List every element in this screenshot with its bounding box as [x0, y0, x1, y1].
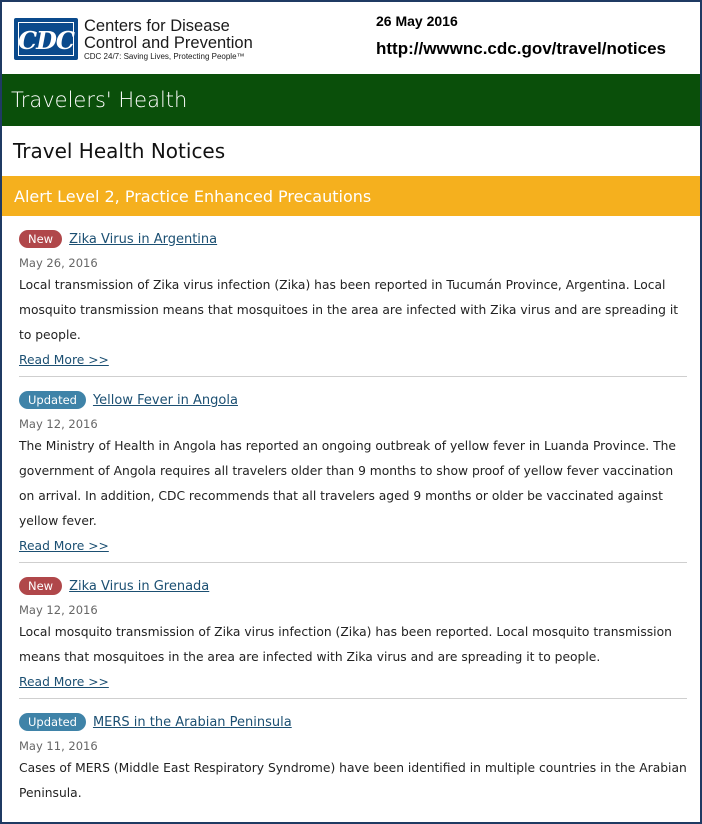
notice-title-row: [19, 389, 687, 411]
notice-title-link[interactable]: Yellow Fever in Angola: [92, 392, 238, 408]
section-title[interactable]: Travelers' Health: [11, 88, 188, 112]
cdc-logo-letters: CDC: [17, 26, 74, 55]
notice-date: May 12, 2016: [19, 417, 98, 431]
status-badge: New: [19, 230, 62, 248]
alert-level-header: Alert Level 2, Practice Enhanced Precautions: [2, 176, 700, 216]
notice-item: [19, 699, 687, 810]
read-more-link[interactable]: Read More >>: [19, 675, 109, 689]
status-badge: Updated: [19, 713, 86, 731]
notice-item: [19, 377, 687, 563]
notice-title-link[interactable]: Zika Virus in Grenada: [69, 578, 210, 594]
notice-title-link[interactable]: MERS in the Arabian Peninsula: [92, 714, 292, 730]
notice-item: [19, 216, 687, 377]
read-more-link[interactable]: Read More >>: [19, 353, 109, 367]
cdc-logo[interactable]: [14, 18, 259, 64]
notice-description: Cases of MERS (Middle East Respiratory Syndrome) have been identified in multiple countries in the Arabian Peninsula.: [19, 761, 687, 800]
notice-title-row: [19, 575, 687, 597]
notice-title-link[interactable]: Zika Virus in Argentina: [69, 231, 218, 247]
site-header: [2, 2, 700, 74]
notice-description: The Ministry of Health in Angola has reported an ongoing outbreak of yellow fever in Luanda Province. The government of Angola requires all travelers older than 9 months to show proof of yellow fever vaccination on arrival. In addition, CDC recommends that all travelers aged 9 months or older be vaccinated against yellow fever.: [19, 439, 676, 528]
print-url: http://wwwnc.cdc.gov/travel/notices: [376, 39, 666, 58]
cdc-logo-mark: [14, 18, 78, 60]
notice-description: Local mosquito transmission of Zika virus infection (Zika) has been reported. Local mosquito transmission means that mosquitoes in the area are infected with Zika virus and are spreading it to people.: [19, 625, 672, 664]
org-tagline: CDC 24/7: Saving Lives, Protecting People™: [84, 52, 245, 61]
status-badge: New: [19, 577, 62, 595]
notice-date: May 26, 2016: [19, 256, 98, 270]
notice-list: [2, 216, 700, 810]
status-badge: Updated: [19, 391, 86, 409]
print-date: 26 May 2016: [376, 13, 458, 29]
notice-description: Local transmission of Zika virus infection (Zika) has been reported in Tucumán Province, Argentina. Local mosquito transmission means that mosquitoes in the area are infected with Zika virus and are spreading it to people.: [19, 278, 679, 342]
notice-item: [19, 563, 687, 699]
org-name: [84, 18, 264, 52]
notice-title-row: [19, 711, 687, 733]
notice-title-row: [19, 228, 687, 250]
notice-date: May 12, 2016: [19, 603, 98, 617]
page-title: Travel Health Notices: [13, 139, 226, 163]
org-name-line2: Control and Prevention: [84, 34, 253, 52]
org-name-line1: Centers for Disease: [84, 17, 230, 35]
section-banner: [2, 74, 700, 126]
read-more-link[interactable]: Read More >>: [19, 539, 109, 553]
notice-date: May 11, 2016: [19, 739, 98, 753]
